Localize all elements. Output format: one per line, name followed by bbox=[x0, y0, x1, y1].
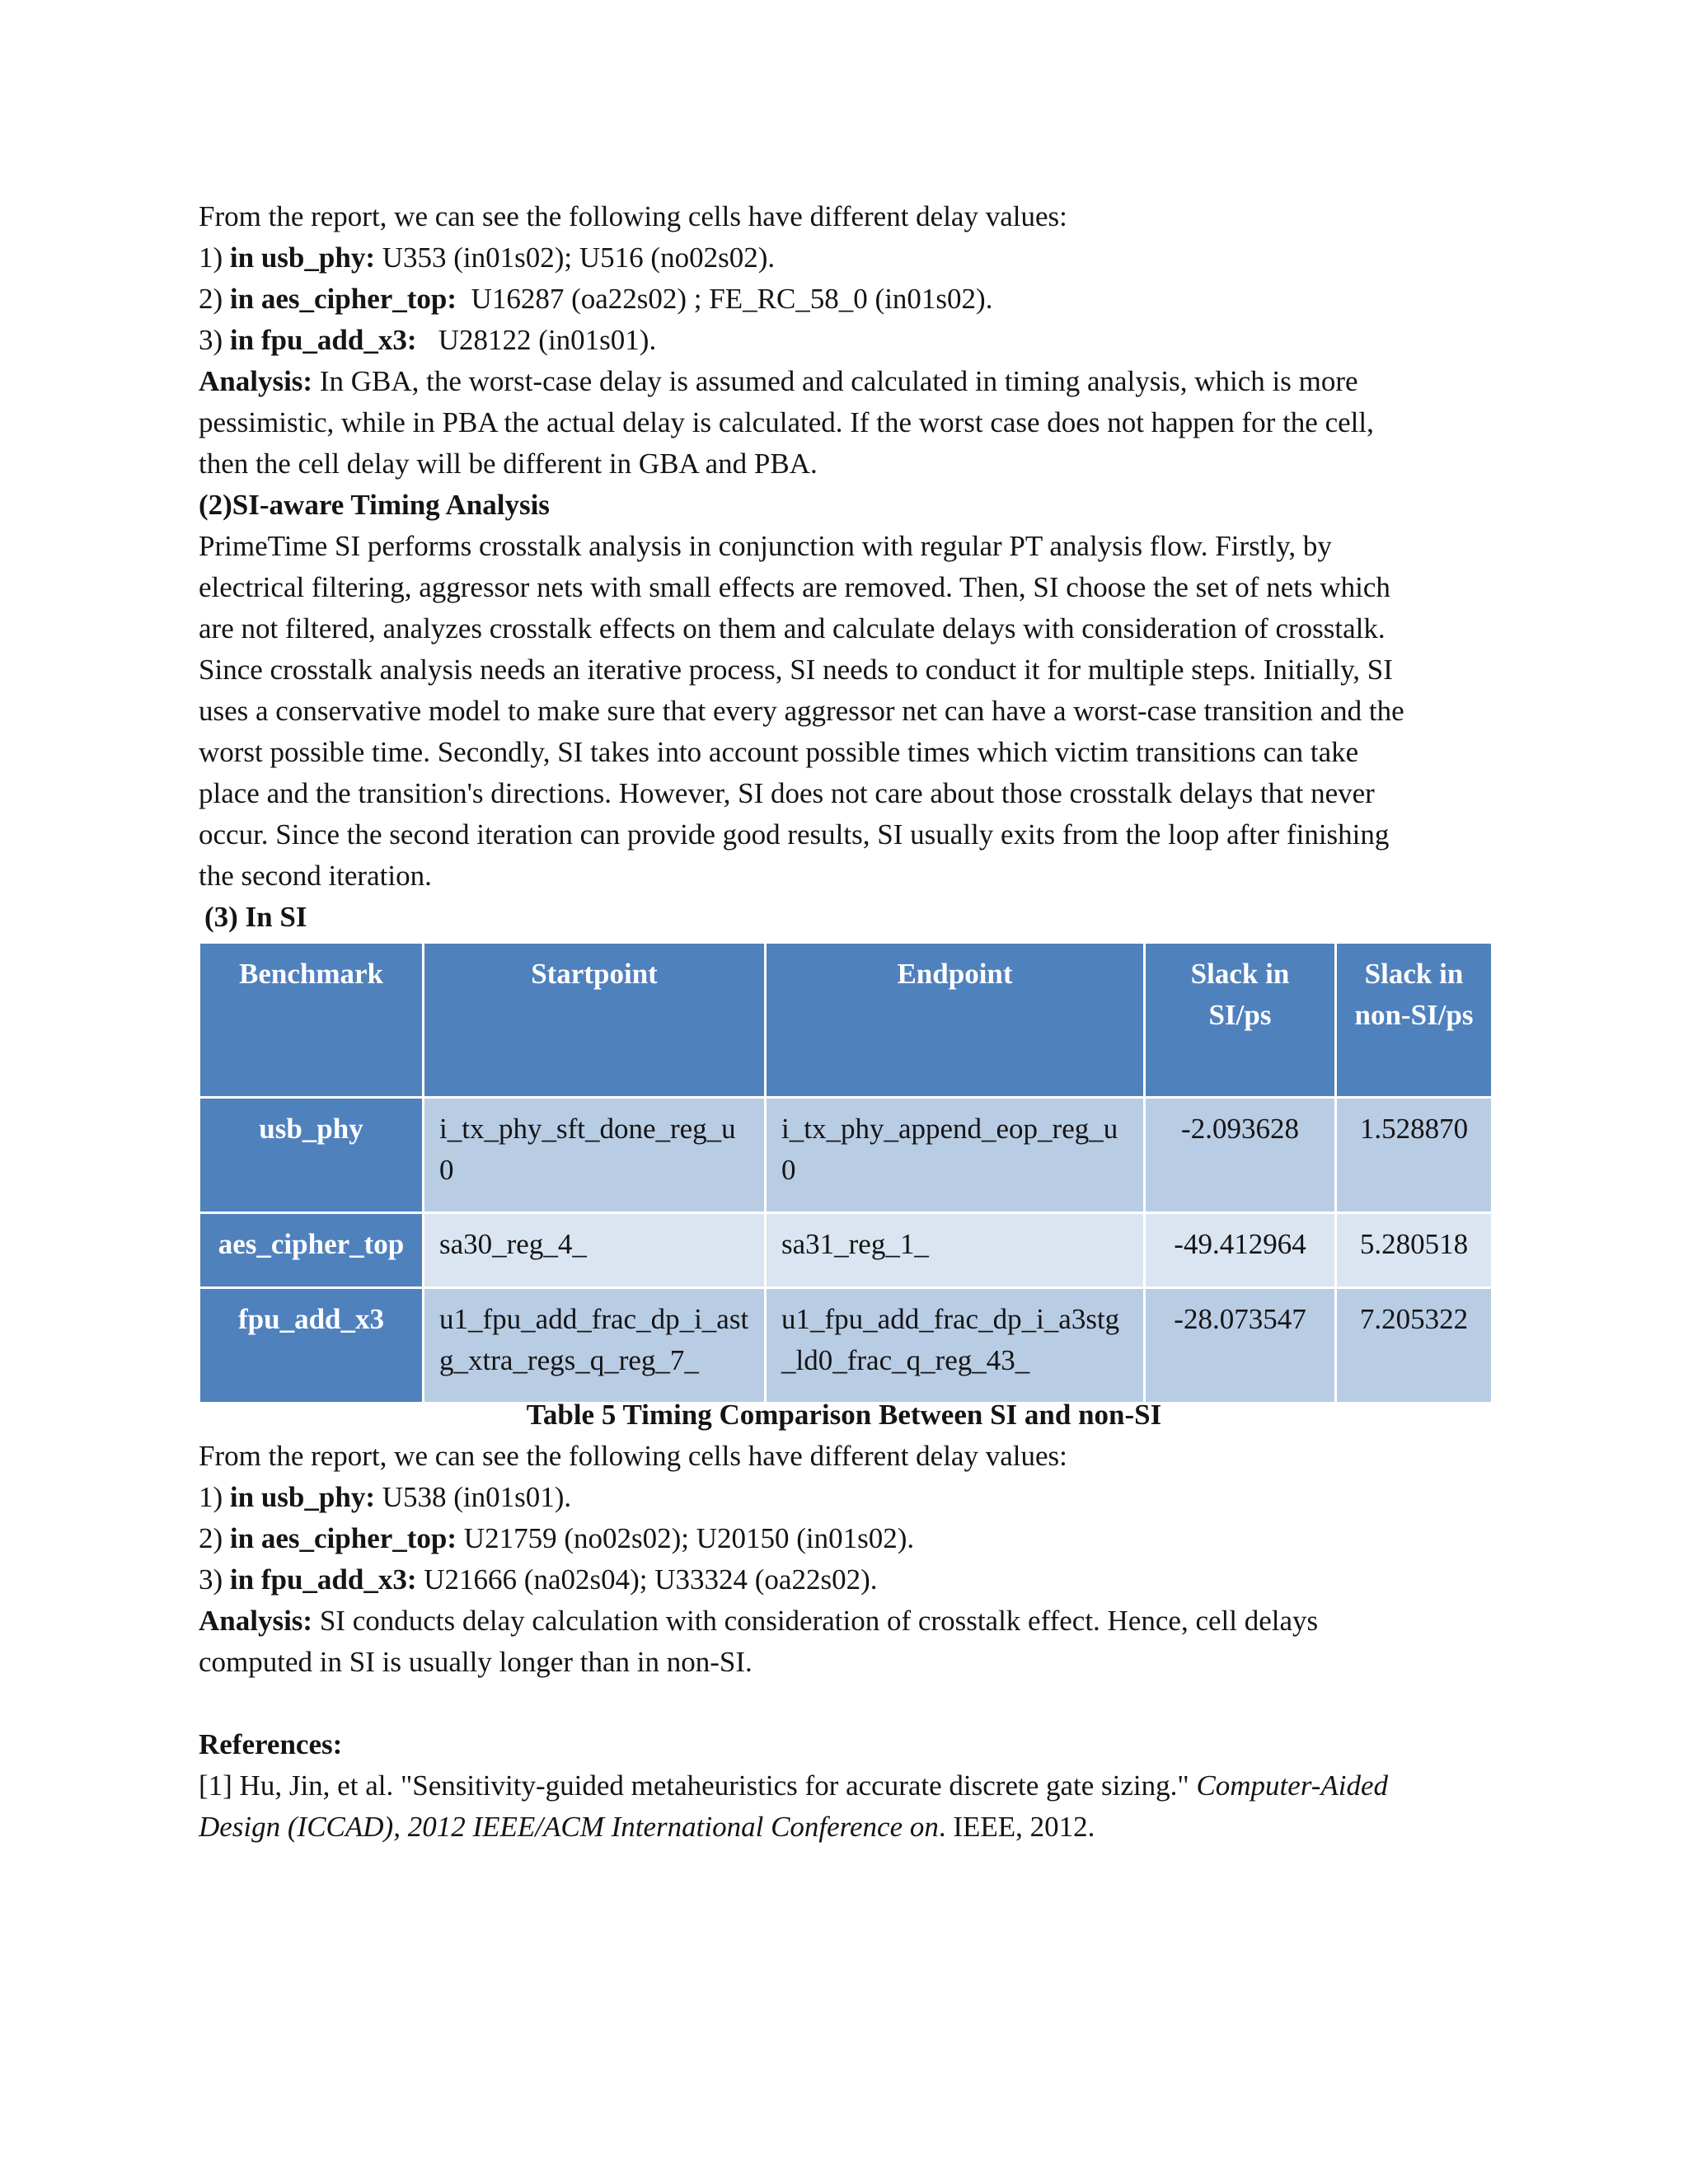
section1-item-2 bbox=[199, 281, 1517, 317]
section2-line-2: electrical filtering, aggressor nets with small effects are removed. Then, SI choose the set of nets which bbox=[199, 571, 1390, 603]
startpoint-cell: u1_fpu_add_frac_dp_i_astg_xtra_regs_q_reg_7_ bbox=[424, 1288, 766, 1404]
item-label: in usb_phy: bbox=[229, 241, 375, 274]
section3-analysis-line-2: computed in SI is usually longer than in non-SI. bbox=[199, 1646, 753, 1678]
item-label: in fpu_add_x3: bbox=[229, 324, 417, 356]
table-row bbox=[199, 1098, 1493, 1213]
startpoint-cell: sa30_reg_4_ bbox=[424, 1213, 766, 1288]
endpoint-cell: u1_fpu_add_frac_dp_i_a3stg_ld0_frac_q_reg_43_ bbox=[766, 1288, 1145, 1404]
section3-item-1 bbox=[199, 1479, 1517, 1516]
slack-si-cell: -28.073547 bbox=[1145, 1288, 1336, 1404]
references-heading: References: bbox=[199, 1728, 343, 1760]
section2-line-6: worst possible time. Secondly, SI takes into account possible times which victim transitions can take bbox=[199, 736, 1359, 768]
section2-line-8: occur. Since the second iteration can provide good results, SI usually exits from the loop after finishing bbox=[199, 818, 1390, 851]
analysis-label: Analysis: bbox=[199, 1605, 313, 1637]
section2-line-7: place and the transition's directions. However, SI does not care about those crosstalk delays that never bbox=[199, 777, 1375, 809]
item-label: in usb_phy: bbox=[229, 1481, 375, 1513]
table-header-row bbox=[199, 943, 1493, 1098]
slack-si-cell: -2.093628 bbox=[1145, 1098, 1336, 1213]
reference-venue: Computer-Aided bbox=[1196, 1769, 1389, 1802]
item-text: U28122 (in01s01). bbox=[438, 324, 657, 356]
slack-nonsi-cell: 1.528870 bbox=[1336, 1098, 1493, 1213]
section1-analysis-line-3: then the cell delay will be different in GBA and PBA. bbox=[199, 448, 818, 480]
section3-intro: From the report, we can see the following cells have different delay values: bbox=[199, 1440, 1067, 1472]
section1-item-3 bbox=[199, 322, 1517, 359]
item-number: 3) bbox=[199, 324, 223, 356]
section2-line-3: are not filtered, analyzes crosstalk effects on them and calculate delays with consideration of crosstalk. bbox=[199, 612, 1386, 644]
section3-heading: (3) In SI bbox=[204, 901, 307, 933]
item-number: 2) bbox=[199, 283, 223, 315]
item-number: 1) bbox=[199, 241, 223, 274]
section3-analysis-line-1 bbox=[199, 1603, 1517, 1639]
analysis-text: SI conducts delay calculation with consideration of crosstalk effect. Hence, cell delays bbox=[319, 1605, 1319, 1637]
reference-authors-title: [1] Hu, Jin, et al. "Sensitivity-guided metaheuristics for accurate discrete gate sizing." bbox=[199, 1769, 1189, 1802]
item-text: U16287 (oa22s02) ; FE_RC_58_0 (in01s02). bbox=[471, 283, 993, 315]
section3-item-2 bbox=[199, 1521, 1517, 1557]
section2-line-5: uses a conservative model to make sure that every aggressor net can have a worst-case transition and the bbox=[199, 695, 1404, 727]
column-header-slack-nonsi: Slack in non-SI/ps bbox=[1336, 943, 1493, 1098]
item-text: U21759 (no02s02); U20150 (in01s02). bbox=[463, 1522, 915, 1554]
item-text: U21666 (na02s04); U33324 (oa22s02). bbox=[424, 1563, 878, 1596]
startpoint-cell: i_tx_phy_sft_done_reg_u0 bbox=[424, 1098, 766, 1213]
endpoint-cell: i_tx_phy_append_eop_reg_u0 bbox=[766, 1098, 1145, 1213]
item-text: U353 (in01s02); U516 (no02s02). bbox=[382, 241, 776, 274]
section3-item-3 bbox=[199, 1562, 1517, 1598]
item-number: 1) bbox=[199, 1481, 223, 1513]
analysis-label: Analysis: bbox=[199, 365, 313, 397]
column-header-startpoint: Startpoint bbox=[424, 943, 766, 1098]
slack-si-cell: -49.412964 bbox=[1145, 1213, 1336, 1288]
timing-comparison-table bbox=[198, 941, 1493, 1404]
item-label: in aes_cipher_top: bbox=[229, 283, 457, 315]
table-caption: Table 5 Timing Comparison Between SI and non-SI bbox=[526, 1399, 1162, 1431]
section2-line-9: the second iteration. bbox=[199, 860, 432, 892]
reference-publisher: . IEEE, 2012. bbox=[938, 1811, 1095, 1843]
table-row bbox=[199, 1288, 1493, 1404]
reference-venue: Design (ICCAD), 2012 IEEE/ACM International Conference on bbox=[199, 1811, 939, 1843]
slack-nonsi-cell: 5.280518 bbox=[1336, 1213, 1493, 1288]
benchmark-cell: aes_cipher_top bbox=[199, 1213, 424, 1288]
section1-analysis-line-1 bbox=[199, 363, 1517, 400]
section2-line-1: PrimeTime SI performs crosstalk analysis in conjunction with regular PT analysis flow. Firstly, by bbox=[199, 530, 1332, 562]
section1-intro: From the report, we can see the following cells have different delay values: bbox=[199, 200, 1067, 232]
item-number: 3) bbox=[199, 1563, 223, 1596]
column-header-benchmark: Benchmark bbox=[199, 943, 424, 1098]
benchmark-cell: usb_phy bbox=[199, 1098, 424, 1213]
slack-nonsi-cell: 7.205322 bbox=[1336, 1288, 1493, 1404]
section2-heading: (2)SI-aware Timing Analysis bbox=[199, 489, 550, 521]
section1-item-1 bbox=[199, 240, 1517, 276]
reference-1-line-2 bbox=[199, 1809, 1517, 1845]
section1-analysis-line-2: pessimistic, while in PBA the actual delay is calculated. If the worst case does not happen for the cell, bbox=[199, 406, 1374, 438]
reference-1-line-1 bbox=[199, 1768, 1517, 1804]
section2-line-4: Since crosstalk analysis needs an iterative process, SI needs to conduct it for multiple steps. Initially, SI bbox=[199, 654, 1393, 686]
analysis-text: In GBA, the worst-case delay is assumed and calculated in timing analysis, which is more bbox=[319, 365, 1358, 397]
item-label: in aes_cipher_top: bbox=[229, 1522, 457, 1554]
column-header-endpoint: Endpoint bbox=[766, 943, 1145, 1098]
endpoint-cell: sa31_reg_1_ bbox=[766, 1213, 1145, 1288]
column-header-slack-si: Slack in SI/ps bbox=[1145, 943, 1336, 1098]
benchmark-cell: fpu_add_x3 bbox=[199, 1288, 424, 1404]
item-text: U538 (in01s01). bbox=[382, 1481, 572, 1513]
table-row bbox=[199, 1213, 1493, 1288]
item-label: in fpu_add_x3: bbox=[229, 1563, 417, 1596]
item-number: 2) bbox=[199, 1522, 223, 1554]
